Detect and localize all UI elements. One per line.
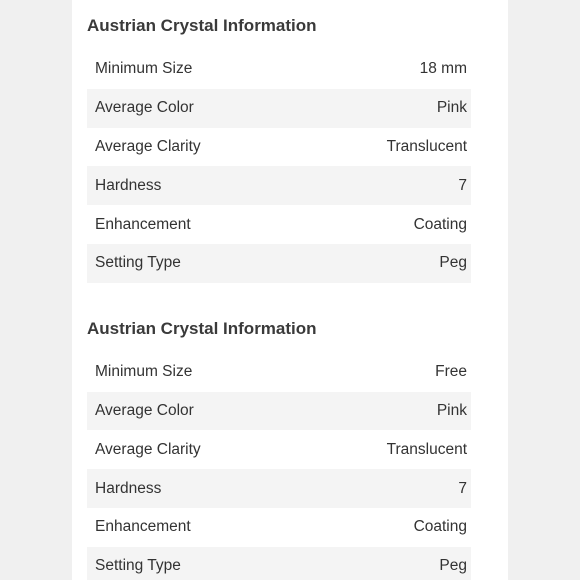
sections-container <box>87 0 471 580</box>
spec-row <box>87 89 471 128</box>
spec-section <box>87 0 471 283</box>
section-title: Austrian Crystal Information <box>87 318 317 338</box>
spec-value: 7 <box>458 479 467 497</box>
spec-label: Average Clarity <box>95 137 201 155</box>
spec-label: Enhancement <box>95 518 191 536</box>
spec-table <box>87 50 471 283</box>
spec-value: Peg <box>439 254 467 272</box>
spec-row <box>87 508 471 547</box>
spec-row <box>87 353 471 392</box>
spec-label: Minimum Size <box>95 363 193 381</box>
spec-label: Enhancement <box>95 215 191 233</box>
spec-value: Translucent <box>386 440 467 458</box>
spec-value: Coating <box>413 215 467 233</box>
spec-label: Setting Type <box>95 254 181 272</box>
spec-label: Hardness <box>95 176 162 194</box>
spec-value: Pink <box>436 401 467 419</box>
spec-value: Translucent <box>386 137 467 155</box>
spec-row <box>87 430 471 469</box>
section-spacer <box>87 283 471 303</box>
spec-table <box>87 353 471 580</box>
spec-label: Average Color <box>95 401 194 419</box>
spec-row <box>87 205 471 244</box>
spec-row <box>87 244 471 283</box>
spec-value: 18 mm <box>419 60 467 78</box>
spec-row <box>87 469 471 508</box>
spec-label: Minimum Size <box>95 60 193 78</box>
spec-label: Hardness <box>95 479 162 497</box>
spec-row <box>87 50 471 89</box>
spec-value: Pink <box>436 99 467 117</box>
spec-label: Average Color <box>95 99 194 117</box>
spec-row <box>87 166 471 205</box>
product-info-card <box>72 0 508 580</box>
spec-value: Coating <box>413 518 467 536</box>
spec-value: Peg <box>439 557 467 575</box>
spec-value: 7 <box>458 176 467 194</box>
spec-value: Free <box>435 363 467 381</box>
spec-row <box>87 392 471 431</box>
spec-row <box>87 128 471 167</box>
spec-section <box>87 303 471 580</box>
spec-label: Average Clarity <box>95 440 201 458</box>
spec-label: Setting Type <box>95 557 181 575</box>
section-title: Austrian Crystal Information <box>87 16 317 35</box>
spec-row <box>87 547 471 580</box>
